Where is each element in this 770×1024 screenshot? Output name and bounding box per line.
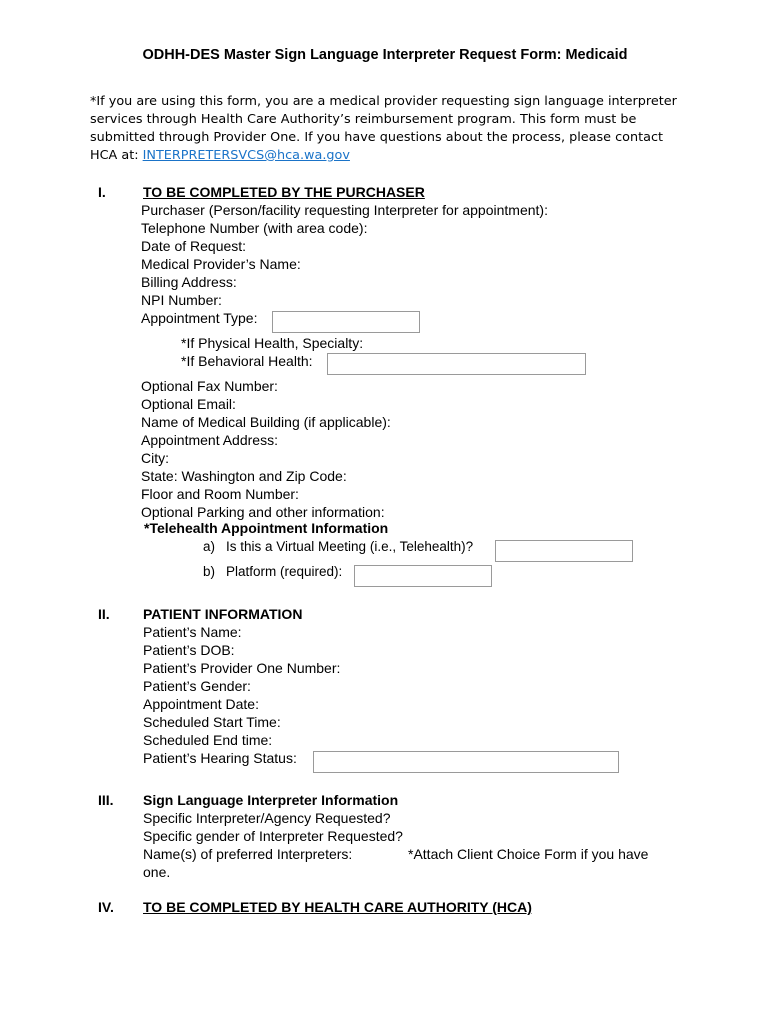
appointment-type-field[interactable] — [272, 311, 420, 333]
section-3-item-label: Specific Interpreter/Agency Requested? — [143, 810, 391, 826]
section-4-title: TO BE COMPLETED BY HEALTH CARE AUTHORITY (HCA) — [143, 899, 532, 915]
section-1-title: TO BE COMPLETED BY THE PURCHASER — [143, 184, 425, 200]
intro-text: *If you are using this form, you are a medical provider requesting sign language interpreter services through Health Care Authority’s reimbursement program. This form must be submitted through Provider One. If you have questions about the process, please contact HCA at: — [90, 94, 677, 163]
section-1-item-label: Appointment Address: — [141, 432, 278, 448]
section-1-item-label: Telephone Number (with area code): — [141, 220, 368, 236]
section-1-item-label: Optional Fax Number: — [141, 378, 278, 394]
section-1-item-label: State: Washington and Zip Code: — [141, 468, 347, 484]
section-2-item-label: Patient’s Hearing Status: — [143, 750, 297, 766]
telehealth-question-b — [203, 563, 343, 581]
telehealth-a-text: Is this a Virtual Meeting (i.e., Telehealth)? — [226, 539, 474, 554]
telehealth-a-letter: a) — [203, 539, 216, 554]
section-2-item-label: Scheduled Start Time: — [143, 714, 281, 730]
intro-paragraph — [90, 93, 690, 165]
section-1-item-label: Date of Request: — [141, 238, 247, 254]
hca-email-link[interactable]: INTERPRETERSVCS@hca.wa.gov — [142, 148, 350, 163]
section-2-item-label: Patient’s Name: — [143, 624, 242, 640]
section-1-item-label: Optional Email: — [141, 396, 236, 412]
behavioral-health-field[interactable] — [327, 353, 586, 375]
section-3-title: Sign Language Interpreter Information — [143, 792, 399, 808]
attach-client-choice-note: *Attach Client Choice Form if you have — [408, 846, 649, 862]
telehealth-question-a — [203, 538, 474, 556]
behavioral-health-label: *If Behavioral Health: — [181, 353, 313, 369]
telehealth-b-text: Platform (required): — [226, 564, 343, 579]
section-3-number: III. — [98, 792, 114, 808]
section-1-item-label: Name of Medical Building (if applicable): — [141, 414, 391, 430]
attach-client-choice-note-cont: one. — [143, 864, 171, 880]
section-1-item-label: Floor and Room Number: — [141, 486, 299, 502]
form-title: ODHH-DES Master Sign Language Interpreter Request Form: Medicaid — [142, 47, 628, 63]
section-2-item-label: Appointment Date: — [143, 696, 259, 712]
section-1-item-label: City: — [141, 450, 169, 466]
physical-health-label: *If Physical Health, Specialty: — [181, 335, 364, 351]
section-1-item-label: Billing Address: — [141, 274, 237, 290]
section-2-number: II. — [98, 606, 110, 622]
section-2-title: PATIENT INFORMATION — [143, 606, 303, 622]
section-1-number: I. — [98, 184, 106, 200]
section-3-item-label: Specific gender of Interpreter Requested? — [143, 828, 403, 844]
section-2-item-label: Scheduled End time: — [143, 732, 273, 748]
section-4-number: IV. — [98, 899, 114, 915]
hearing-status-field[interactable] — [313, 751, 619, 773]
section-2-item-label: Patient’s Gender: — [143, 678, 251, 694]
section-1-item-label: NPI Number: — [141, 292, 222, 308]
section-1-item-label: Optional Parking and other information: — [141, 504, 385, 520]
section-1-item-label: Appointment Type: — [141, 310, 258, 326]
section-1-item-label: Purchaser (Person/facility requesting Interpreter for appointment): — [141, 202, 548, 218]
telehealth-heading: *Telehealth Appointment Information — [144, 520, 389, 536]
section-2-item-label: Patient’s Provider One Number: — [143, 660, 341, 676]
section-1-item-label: Medical Provider’s Name: — [141, 256, 301, 272]
virtual-meeting-field[interactable] — [495, 540, 633, 562]
platform-field[interactable] — [354, 565, 492, 587]
section-3-item-label: Name(s) of preferred Interpreters: — [143, 846, 353, 862]
telehealth-b-letter: b) — [203, 564, 216, 579]
section-2-item-label: Patient’s DOB: — [143, 642, 235, 658]
